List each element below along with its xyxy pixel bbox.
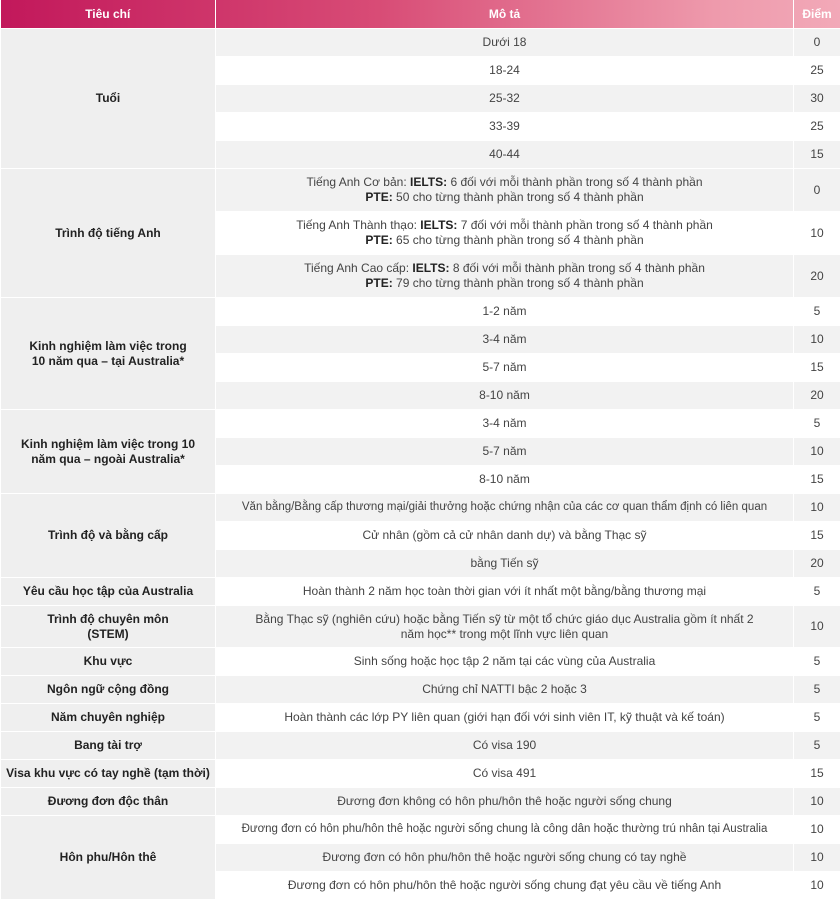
points-cell: 5	[794, 732, 840, 760]
criteria-cell: Tuổi	[1, 29, 216, 169]
table-row	[1, 648, 840, 676]
criteria-cell: Trình độ chuyên môn (STEM)	[1, 606, 216, 648]
criteria-cell: Kinh nghiệm làm việc trong 10 năm qua – tại Australia*	[1, 298, 216, 410]
description-cell: Hoàn thành các lớp PY liên quan (giới hạn đối với sinh viên IT, kỹ thuật và kế toán)	[216, 704, 794, 732]
points-cell: 10	[794, 326, 840, 354]
table-body	[1, 29, 840, 900]
description-cell: Đương đơn có hôn phu/hôn thê hoặc người sống chung đạt yêu cầu về tiếng Anh	[216, 872, 794, 900]
points-cell: 20	[794, 255, 840, 298]
description-cell: Tiếng Anh Cao cấp: IELTS: 8 đối với mỗi thành phần trong số 4 thành phần PTE: 79 cho từng thành phần trong số 4 thành phần	[216, 255, 794, 298]
header-description: Mô tả	[216, 0, 794, 29]
description-cell: 1-2 năm	[216, 298, 794, 326]
criteria-cell: Bang tài trợ	[1, 732, 216, 760]
criteria-cell: Khu vực	[1, 648, 216, 676]
description-cell: 5-7 năm	[216, 354, 794, 382]
table-row	[1, 298, 840, 326]
points-cell: 25	[794, 113, 840, 141]
points-cell: 15	[794, 522, 840, 550]
criteria-cell: Visa khu vực có tay nghề (tạm thời)	[1, 760, 216, 788]
table-row	[1, 494, 840, 522]
points-cell: 20	[794, 382, 840, 410]
points-cell: 15	[794, 760, 840, 788]
points-cell: 25	[794, 57, 840, 85]
points-cell: 10	[794, 438, 840, 466]
description-cell: 18-24	[216, 57, 794, 85]
description-cell: Đương đơn có hôn phu/hôn thê hoặc người sống chung có tay nghề	[216, 844, 794, 872]
points-cell: 0	[794, 29, 840, 57]
criteria-cell: Yêu cầu học tập của Australia	[1, 578, 216, 606]
points-cell: 0	[794, 169, 840, 212]
points-cell: 10	[794, 788, 840, 816]
description-cell: 3-4 năm	[216, 326, 794, 354]
description-cell: 5-7 năm	[216, 438, 794, 466]
points-cell: 15	[794, 466, 840, 494]
description-cell: 25-32	[216, 85, 794, 113]
criteria-cell: Năm chuyên nghiệp	[1, 704, 216, 732]
description-cell: 33-39	[216, 113, 794, 141]
points-cell: 20	[794, 550, 840, 578]
criteria-cell: Trình độ tiếng Anh	[1, 169, 216, 298]
header-criteria: Tiêu chí	[1, 0, 216, 29]
table-row	[1, 578, 840, 606]
table-header	[1, 0, 840, 29]
description-cell: 3-4 năm	[216, 410, 794, 438]
description-cell: Sinh sống hoặc học tập 2 năm tại các vùng của Australia	[216, 648, 794, 676]
table-row	[1, 816, 840, 844]
description-cell: Văn bằng/Bằng cấp thương mại/giải thưởng hoặc chứng nhận của các cơ quan thẩm định có liên quan	[216, 494, 794, 522]
description-cell: bằng Tiến sỹ	[216, 550, 794, 578]
criteria-cell: Hôn phu/Hôn thê	[1, 816, 216, 900]
criteria-cell: Đương đơn độc thân	[1, 788, 216, 816]
description-cell: Đương đơn có hôn phu/hôn thê hoặc người sống chung là công dân hoặc thường trú nhân tại Australia	[216, 816, 794, 844]
description-cell: 40-44	[216, 141, 794, 169]
points-cell: 5	[794, 298, 840, 326]
description-cell: Chứng chỉ NATTI bậc 2 hoặc 3	[216, 676, 794, 704]
table-row	[1, 676, 840, 704]
points-cell: 5	[794, 410, 840, 438]
points-cell: 5	[794, 648, 840, 676]
description-cell: Hoàn thành 2 năm học toàn thời gian với ít nhất một bằng/bằng thương mại	[216, 578, 794, 606]
description-cell: Cử nhân (gồm cả cử nhân danh dự) và bằng Thạc sỹ	[216, 522, 794, 550]
description-cell: Đương đơn không có hôn phu/hôn thê hoặc người sống chung	[216, 788, 794, 816]
description-cell: 8-10 năm	[216, 466, 794, 494]
points-cell: 5	[794, 578, 840, 606]
description-cell: Bằng Thạc sỹ (nghiên cứu) hoặc bằng Tiến sỹ từ một tổ chức giáo dục Australia gồm ít nhất 2 năm học** trong một lĩnh vực liên quan	[216, 606, 794, 648]
points-cell: 10	[794, 844, 840, 872]
description-cell: Có visa 491	[216, 760, 794, 788]
points-cell: 15	[794, 354, 840, 382]
table-row	[1, 760, 840, 788]
table-row	[1, 169, 840, 212]
points-cell: 30	[794, 85, 840, 113]
points-cell: 10	[794, 606, 840, 648]
header-points: Điểm	[794, 0, 840, 29]
table-row	[1, 606, 840, 648]
points-cell: 10	[794, 212, 840, 255]
table-row	[1, 410, 840, 438]
points-cell: 5	[794, 704, 840, 732]
points-cell: 10	[794, 816, 840, 844]
description-cell: Tiếng Anh Thành thạo: IELTS: 7 đối với mỗi thành phần trong số 4 thành phần PTE: 65 cho từng thành phần trong số 4 thành phần	[216, 212, 794, 255]
table-row	[1, 788, 840, 816]
points-cell: 5	[794, 676, 840, 704]
table-row	[1, 704, 840, 732]
criteria-cell: Kinh nghiệm làm việc trong 10 năm qua – ngoài Australia*	[1, 410, 216, 494]
criteria-cell: Ngôn ngữ cộng đồng	[1, 676, 216, 704]
table-row	[1, 732, 840, 760]
description-cell: 8-10 năm	[216, 382, 794, 410]
points-cell: 10	[794, 494, 840, 522]
criteria-cell: Trình độ và bằng cấp	[1, 494, 216, 578]
description-cell: Dưới 18	[216, 29, 794, 57]
points-cell: 10	[794, 872, 840, 900]
description-cell: Có visa 190	[216, 732, 794, 760]
table-row	[1, 29, 840, 57]
description-cell: Tiếng Anh Cơ bản: IELTS: 6 đối với mỗi thành phần trong số 4 thành phần PTE: 50 cho từng thành phần trong số 4 thành phần	[216, 169, 794, 212]
points-cell: 15	[794, 141, 840, 169]
